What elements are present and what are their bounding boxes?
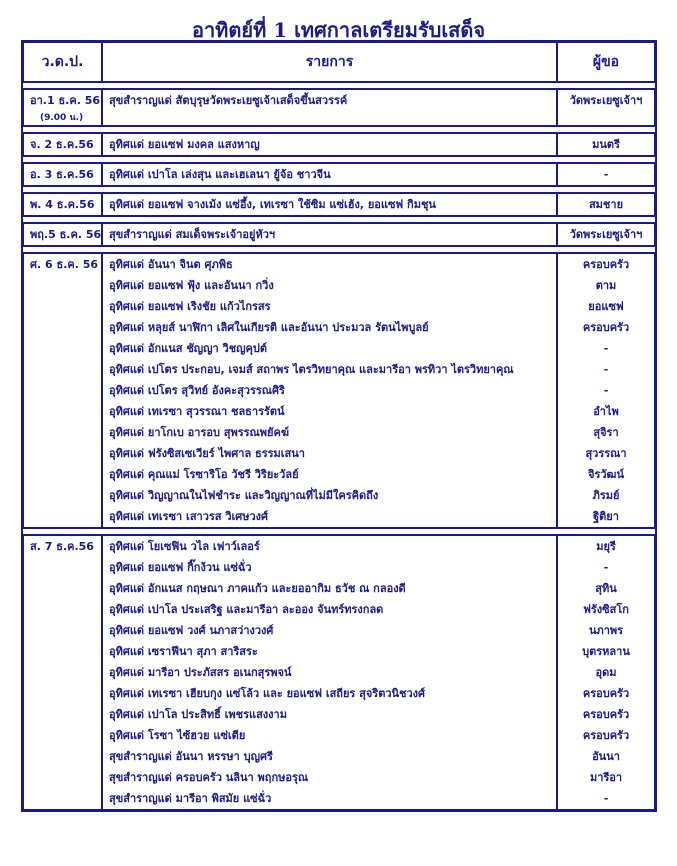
date-text: ศ. 6 ธ.ค. 56: [30, 258, 99, 271]
intention-item: อุทิศแด่ โรซา ไซ้ฮวย แซ่เตีย: [109, 729, 246, 742]
requester-name: สุวรรณา: [585, 447, 627, 460]
requester-name: ยอแซฟ: [588, 300, 624, 313]
header-requester: ผู้ขอ: [557, 42, 655, 82]
spacer-cell: [102, 528, 557, 535]
intention-item: อุทิศแด่ อันนา จินต ศุภพิธ: [109, 258, 233, 271]
date-cell: [23, 163, 102, 186]
date-text: ส. 7 ธ.ค.56: [30, 540, 94, 553]
spacer-cell: [23, 156, 102, 163]
spacer-cell: [557, 528, 655, 535]
requester-name: -: [603, 363, 609, 376]
requester-cell: [557, 253, 655, 528]
requester-name: ครอบครัว: [582, 708, 630, 721]
items-cell: [102, 535, 557, 810]
items-cell: [102, 193, 557, 216]
header-items: รายการ: [102, 42, 557, 82]
intention-item: อุทิศแด่ ยอแซฟ เริงชัย แก้วไกรสร: [109, 300, 271, 313]
items-cell: [102, 223, 557, 246]
requester-name: ครอบครัว: [582, 687, 630, 700]
intention-item: อุทิศแด่ เปาโล ประสิทธิ์ เพชรแสงงาม: [109, 708, 287, 721]
row-spacer: [23, 156, 655, 163]
date-cell: [23, 223, 102, 246]
date-cell: [23, 193, 102, 216]
requester-name: ฟรังซิสโก: [583, 603, 629, 616]
row-spacer: [23, 126, 655, 133]
date-cell: [23, 253, 102, 528]
spacer-cell: [23, 126, 102, 133]
spacer-cell: [102, 82, 557, 89]
intention-item: สุขสำราญแด่ สมเด็จพระเจ้าอยู่หัวฯ: [109, 228, 276, 241]
intention-item: อุทิศแด่ เปาโล เล่งสุน และเฮเลนา ยู้จ้อ ชาวจีน: [109, 168, 331, 181]
requester-name: อำไพ: [593, 405, 619, 418]
spacer-cell: [23, 216, 102, 223]
spacer-cell: [102, 216, 557, 223]
intention-item: อุทิศแด่ ยอแซฟ ฟุ้ง และอันนา กวิ่ง: [109, 279, 274, 292]
requester-name: วัดพระเยซูเจ้าฯ: [569, 228, 643, 241]
page-title: อาทิตย์ที่ 1 เทศกาลเตรียมรับเสด็จ: [191, 18, 486, 42]
spacer-cell: [557, 246, 655, 253]
requester-cell: [557, 535, 655, 810]
row-spacer: [23, 528, 655, 535]
spacer-cell: [557, 156, 655, 163]
intention-item: อุทิศแด่ เทเรซา เสาวรส วิเศษวงศ์: [109, 510, 269, 523]
requester-name: ครอบครัว: [582, 321, 630, 334]
requester-name: นภาพร: [588, 624, 624, 637]
spacer-cell: [102, 126, 557, 133]
spacer-cell: [23, 528, 102, 535]
spacer-cell: [557, 216, 655, 223]
intention-item: อุทิศแด่ หลุยส์ นาฬิกา เลิศในเกียรติ และอันนา ประมวล รัตนไพบูลย์: [109, 321, 429, 334]
requester-cell: [557, 89, 655, 126]
intention-item: อุทิศแด่ คุณแม่ โรซาริโอ วัชรี วิริยะวัลย์: [109, 468, 299, 481]
requester-name: ครอบครัว: [582, 729, 630, 742]
intention-item: อุทิศแด่ เทเรซา สุวรรณา ชลธารรัตน์: [109, 405, 285, 418]
requester-name: -: [603, 792, 609, 805]
spacer-cell: [102, 156, 557, 163]
intention-item: อุทิศแด่ มารีอา ประภัสสร อเนกสุรพจน์: [109, 666, 292, 679]
intention-item: อุทิศแด่ อักแนส กฤษณา ภาคแก้ว และยออากิม ธวัช ณ กลองดี: [109, 582, 406, 595]
row-spacer: [23, 186, 655, 193]
requester-name: -: [603, 384, 609, 397]
requester-name: สุจิรา: [593, 426, 619, 439]
table-row: [23, 223, 655, 246]
requester-name: -: [603, 342, 609, 355]
requester-name: ฐิติยา: [593, 510, 619, 523]
intention-item: อุทิศแด่ ยอแซฟ วงศ์ นภาสว่างวงศ์: [109, 624, 274, 637]
intention-item: อุทิศแด่ ยอแซฟ จางเม้ง แซ่อึ้ง, เทเรซา ใช้ซิม แซ่เฮ้ง, ยอแซฟ กิมชุน: [109, 198, 436, 211]
requester-cell: [557, 163, 655, 186]
requester-name: อุดม: [595, 666, 617, 679]
date-text: พฤ.5 ธ.ค. 56: [30, 228, 102, 241]
requester-cell: [557, 223, 655, 246]
date-cell: [23, 89, 102, 126]
spacer-cell: [23, 82, 102, 89]
requester-name: ภิรมย์: [592, 489, 620, 502]
intention-item: อุทิศแด่ เทเรซา เฮียบกุง แซ่โล้ว และ ยอแซฟ เสถียร สุจริตวนิชวงศ์: [109, 687, 426, 700]
items-cell: [102, 133, 557, 156]
date-text: อ. 3 ธ.ค.56: [30, 168, 94, 181]
intention-item: สุขสำราญแด่ สัตบุรุษวัดพระเยซูเจ้าเสด็จขึ้นสวรรค์: [109, 94, 348, 107]
items-cell: [102, 89, 557, 126]
spacer-cell: [23, 186, 102, 193]
requester-name: มยุรี: [596, 540, 616, 553]
table-row: [23, 253, 655, 528]
intention-item: อุทิศแด่ ยาโกเบ อารอบ สุพรรณพยัคฆ์: [109, 426, 289, 439]
intention-item: อุทิศแด่ ยอแซฟ กิ๊กง้วน แซ่ฉั่ว: [109, 561, 252, 574]
table-row: [23, 133, 655, 156]
intention-item: อุทิศแด่ ฟรังซิสเซเวียร์ ไพศาล ธรรมเสนา: [109, 447, 305, 460]
table-row: [23, 535, 655, 810]
date-cell: [23, 535, 102, 810]
requester-name: บุตรหลาน: [582, 645, 630, 658]
items-cell: [102, 163, 557, 186]
requester-name: มนตรี: [592, 138, 620, 151]
requester-name: สุทิน: [595, 582, 617, 595]
table-row: [23, 163, 655, 186]
intention-item: อุทิศแด่ เปโตร สุวิทย์ อังคะสุวรรณศิริ: [109, 384, 285, 397]
requester-name: ตาม: [595, 279, 617, 292]
date-cell: [23, 133, 102, 156]
items-cell: [102, 253, 557, 528]
intention-item: อุทิศแด่ อักแนส ชัญญา วิชญคุปต์: [109, 342, 268, 355]
spacer-cell: [557, 82, 655, 89]
intention-item: อุทิศแด่ เซราฟีนา สุภา สาริสระ: [109, 645, 258, 658]
date-text: อา.1 ธ.ค. 56: [30, 94, 101, 107]
requester-name: วัดพระเยซูเจ้าฯ: [569, 94, 643, 107]
row-spacer: [23, 246, 655, 253]
intention-item: อุทิศแด่ เปาโล ประเสริฐ และมารีอา ละออง จันทร์ทรงกลด: [109, 603, 384, 616]
spacer-cell: [557, 186, 655, 193]
table-header-row: [23, 42, 655, 82]
requester-name: มารีอา: [589, 771, 623, 784]
row-spacer: [23, 216, 655, 223]
table-row: [23, 193, 655, 216]
requester-name: อันนา: [592, 750, 620, 763]
intention-item: อุทิศแด่ วิญญาณในไฟชำระ และวิญญาณที่ไม่มีใครคิดถึง: [109, 489, 379, 502]
intention-item: อุทิศแด่ ยอแซฟ มงคล แสงหาญ: [109, 138, 260, 151]
spacer-cell: [102, 246, 557, 253]
table-row: [23, 89, 655, 126]
requester-name: ครอบครัว: [582, 258, 630, 271]
requester-name: -: [603, 168, 609, 181]
mass-intention-table: [21, 40, 657, 812]
requester-name: -: [603, 561, 609, 574]
intention-item: สุขสำราญแด่ มารีอา พิสมัย แซ่ฉั่ว: [109, 792, 272, 805]
intention-item: สุขสำราญแด่ ครอบครัว นลินา พฤกษอรุณ: [109, 771, 309, 784]
spacer-cell: [557, 126, 655, 133]
spacer-cell: [23, 246, 102, 253]
intention-item: สุขสำราญแด่ อันนา หรรษา บุญศรี: [109, 750, 273, 763]
time-text: (9.00 น.): [40, 113, 84, 123]
intention-item: อุทิศแด่ โยเซฟิน วไล เฟาว์เลอร์: [109, 540, 260, 553]
date-text: พ. 4 ธ.ค.56: [30, 198, 95, 211]
intention-item: อุทิศแด่ เปโตร ประกอบ, เจมส์ สถาพร ไตรวิทยาคุณ และมารีอา พรทิวา ไตรวิทยาคุณ: [109, 363, 514, 376]
row-spacer: [23, 82, 655, 89]
header-date: ว.ด.ป.: [23, 42, 102, 82]
requester-name: จิรวัฒน์: [588, 468, 624, 481]
requester-name: สมชาย: [588, 198, 624, 211]
spacer-cell: [102, 186, 557, 193]
requester-cell: [557, 193, 655, 216]
table-body: [23, 82, 655, 810]
requester-cell: [557, 133, 655, 156]
date-text: จ. 2 ธ.ค.56: [30, 138, 94, 151]
